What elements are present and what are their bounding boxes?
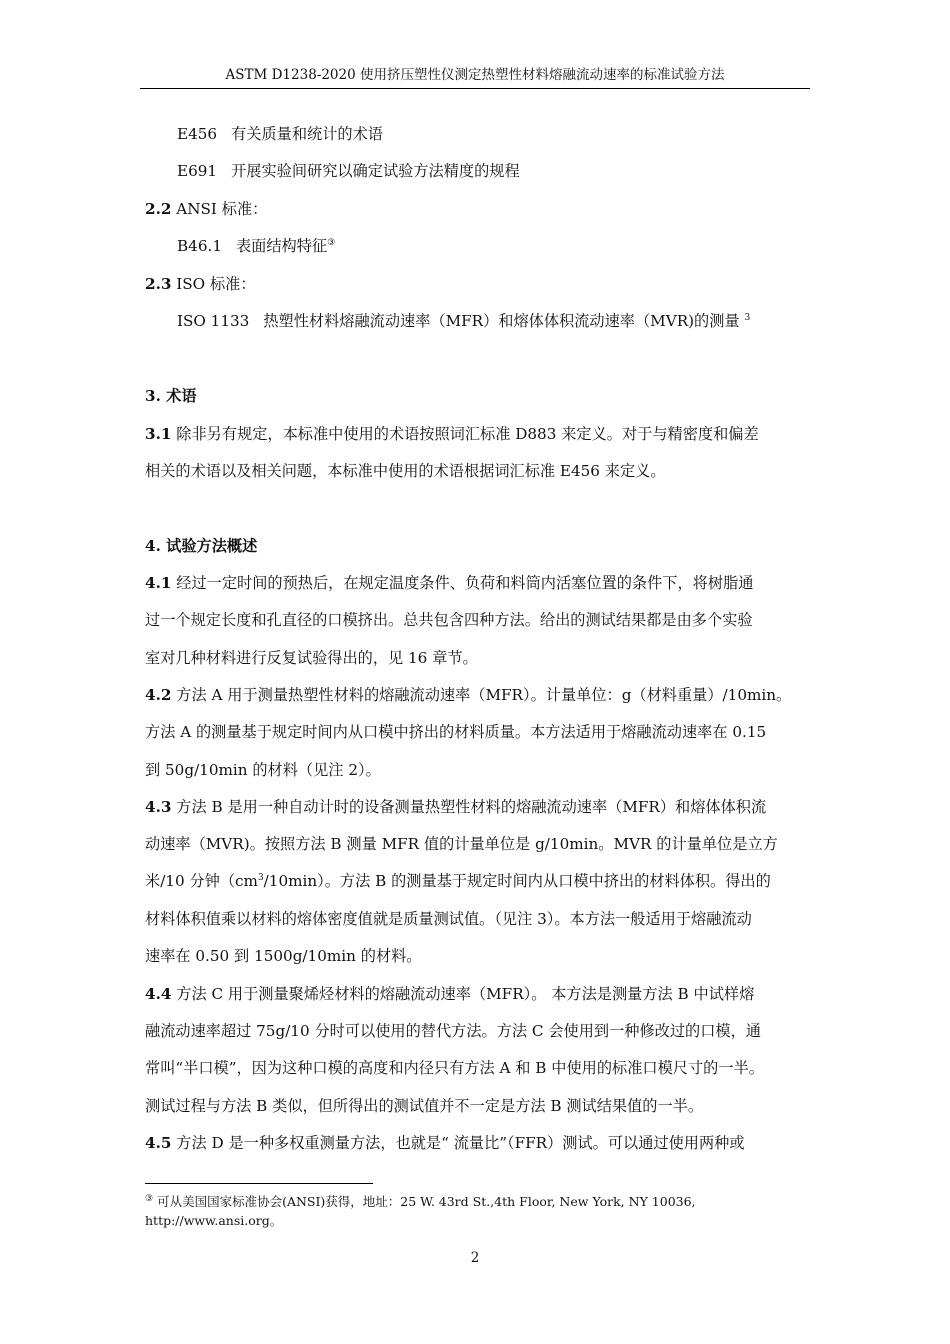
section-heading-summary: 4. 试验方法概述: [145, 537, 258, 555]
ref-code: B46.1: [177, 237, 222, 255]
footnote-marker: 3: [744, 312, 751, 323]
superscript: 3: [257, 872, 264, 883]
footnote-line-2: http://www.ansi.org。: [145, 1213, 283, 1228]
paragraph-4-1-line-1: [145, 573, 753, 593]
subsection-number: 2.3: [145, 275, 172, 293]
ref-code: ISO 1133: [177, 312, 250, 330]
page-number: 2: [470, 1250, 480, 1266]
paragraph-text: 米/10 分钟（cm: [145, 872, 258, 890]
paragraph-4-1-line-2: 过一个规定长度和孔直径的口模挤出。总共包含四种方法。给出的测试结果都是由多个实验: [145, 611, 753, 629]
ref-code: E456: [177, 125, 218, 143]
ref-title: 热塑性材料熔融流动速率（MFR）和熔体体积流动速率（MVR)的测量: [263, 312, 740, 330]
paragraph-4-4-line-1: [145, 984, 754, 1004]
footnote-marker: ③: [145, 1193, 154, 1204]
running-header: ASTM D1238-2020 使用挤压塑性仪测定热塑性材料熔融流动速率的标准试验方法: [225, 67, 725, 83]
footnote-line-1: [145, 1194, 696, 1210]
paragraph-3-1-line-2: 相关的术语以及相关问题，本标准中使用的术语根据词汇标准 E456 来定义。: [145, 462, 666, 480]
paragraph-4-4-line-4: 测试过程与方法 B 类似，但所得出的测试值并不一定是方法 B 测试结果值的一半。: [145, 1097, 704, 1115]
header-rule: [140, 88, 810, 89]
footnote-marker: ③: [327, 237, 336, 248]
paragraph-4-3-line-1: [145, 797, 766, 817]
paragraph-number: 4.4: [145, 985, 172, 1003]
paragraph-number: 4.1: [145, 574, 172, 592]
paragraph-number: 4.5: [145, 1134, 172, 1152]
paragraph-text: 方法 C 用于测量聚烯烃材料的熔融流动速率（MFR）。 本方法是测量方法 B 中试样熔: [176, 985, 755, 1003]
paragraph-4-3-line-2: 动速率（MVR)。按照方法 B 测量 MFR 值的计量单位是 g/10min。MVR 的计量单位是立方: [145, 835, 778, 853]
paragraph-number: 4.2: [145, 686, 172, 704]
footnote-text: 可从美国国家标准协会(ANSI)获得，地址：25 W. 43rd St.,4th Floor, New York, NY 10036,: [157, 1194, 696, 1209]
subsection-ansi: [145, 199, 267, 219]
paragraph-4-5-line-1: [145, 1133, 745, 1153]
ref-b461: [177, 236, 335, 256]
section-heading-terminology: 3. 术语: [145, 387, 197, 405]
paragraph-number: 4.3: [145, 798, 172, 816]
ref-title: 开展实验间研究以确定试验方法精度的规程: [231, 162, 520, 180]
paragraph-4-3-line-5: 速率在 0.50 到 1500g/10min 的材料。: [145, 947, 422, 965]
subsection-number: 2.2: [145, 200, 172, 218]
paragraph-text: 经过一定时间的预热后，在规定温度条件、负荷和料筒内活塞位置的条件下，将树脂通: [176, 574, 754, 592]
paragraph-text: 方法 A 用于测量热塑性材料的熔融流动速率（MFR）。计量单位：g（材料重量）/10min。: [176, 686, 792, 704]
subsection-label: ISO 标准：: [176, 275, 256, 293]
footnote-rule: [145, 1183, 373, 1184]
paragraph-text: 方法 D 是一种多权重测量方法，也就是“ 流量比”（FFR）测试。可以通过使用两种或: [176, 1134, 745, 1152]
paragraph-text: /10min）。方法 B 的测量基于规定时间内从口模中挤出的材料体积。得出的: [263, 872, 771, 890]
paragraph-4-1-line-3: 室对几种材料进行反复试验得出的，见 16 章节。: [145, 649, 478, 667]
ref-iso1133: [177, 311, 750, 331]
ref-title: 有关质量和统计的术语: [231, 125, 383, 143]
paragraph-4-4-line-2: 融流动速率超过 75g/10 分时可以使用的替代方法。方法 C 会使用到一种修改过的口模，通: [145, 1022, 761, 1040]
paragraph-4-4-line-3: 常叫“半口模”，因为这种口模的高度和内径只有方法 A 和 B 中使用的标准口模尺寸的一半。: [145, 1059, 764, 1077]
ref-e691: [177, 161, 520, 181]
paragraph-3-1-line-1: [145, 424, 759, 444]
paragraph-text: 除非另有规定，本标准中使用的术语按照词汇标准 D883 来定义。对于与精密度和偏差: [176, 425, 759, 443]
ref-code: E691: [177, 162, 218, 180]
paragraph-number: 3.1: [145, 425, 172, 443]
paragraph-4-2-line-2: 方法 A 的测量基于规定时间内从口模中挤出的材料质量。本方法适用于熔融流动速率在 0.15: [145, 723, 767, 741]
paragraph-4-2-line-3: 到 50g/10min 的材料（见注 2）。: [145, 761, 381, 779]
paragraph-text: 方法 B 是用一种自动计时的设备测量热塑性材料的熔融流动速率（MFR）和熔体体积流: [176, 798, 767, 816]
ref-e456: [177, 124, 383, 144]
paragraph-4-3-line-3: [145, 871, 771, 891]
subsection-label: ANSI 标准：: [176, 200, 268, 218]
paragraph-4-3-line-4: 材料体积值乘以材料的熔体密度值就是质量测试值。（见注 3）。本方法一般适用于熔融流动: [145, 910, 752, 928]
subsection-iso: [145, 274, 256, 294]
paragraph-4-2-line-1: [145, 685, 791, 705]
ref-title: 表面结构特征: [235, 237, 328, 255]
